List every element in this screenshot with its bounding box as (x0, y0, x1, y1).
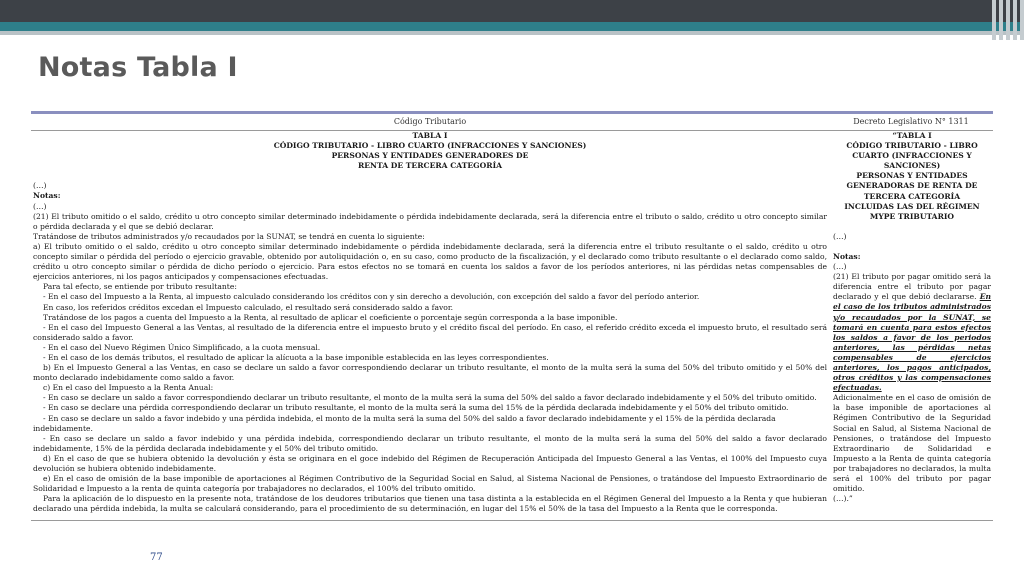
table-header-row (31, 114, 993, 131)
left-column (31, 131, 829, 514)
right-note-21 (833, 272, 991, 393)
left-paragraph: - En el caso de los demás tributos, el resultado de aplicar la alícuota a la base imponible establecida en las leyes correspondientes. (43, 352, 549, 362)
left-paragraph: (…) (33, 181, 47, 191)
right-note-emphasis: En el caso de los tributos administrados y/o recaudados por la SUNAT, se tomará en cuenta para estos efectos los saldos a favor de los periodos anteriores, las pérdidas netas compensables de ejercicios anteriores, los pagos anticipados, otros créditos y las compensaciones efectuadas. (833, 292, 991, 393)
left-heading-line: TABLA I (412, 131, 448, 140)
left-paragraph: Para tal efecto, se entiende por tributo resultante: (43, 282, 237, 292)
left-heading-line: CÓDIGO TRIBUTARIO - LIBRO CUARTO (INFRACCIONES Y SANCIONES) (273, 141, 587, 151)
right-heading-line: INCLUIDAS LAS DEL RÉGIMEN MYPE TRIBUTARIO (844, 201, 980, 221)
left-paragraph: d) En el caso de que se hubiera obtenido la devolución y ésta se originara en el goce indebido del Régimen de Recuperación Anticipada del Impuesto General a las Ventas, el 100% del Impuesto cuya devolución se hubiera obtenido indebidamente. (33, 453, 827, 473)
left-paragraph: - En el caso del Impuesto General a las Ventas, al resultado de la diferencia entre el impuesto bruto y el crédito fiscal del período. En caso, el referido crédito exceda el impuesto bruto, el resultado será considerado saldo a favor. (33, 322, 827, 342)
left-paragraph: e) En el caso de omisión de la base imponible de aportaciones al Régimen Contributivo de la Seguridad Social en Salud, al Sistema Nacional de Pensiones, o tratándose del Impuesto Extraordinario de Solidaridad e Impuesto a la renta de quinta categoría por trabajadores no declarados, el 100% del tributo omitido. (33, 474, 827, 494)
left-paragraph: - En caso se declare un saldo a favor indebido y una pérdida indebida, el monto de la multa será la suma del 50% del saldo a favor declarado indebidamente y el 15% de la pérdida declarada indebidamente. (33, 413, 776, 433)
header-codigo-tributario: Código Tributario (393, 117, 467, 126)
table-body-row (31, 131, 993, 514)
left-paragraph: Tratándose de los pagos a cuenta del Impuesto a la Renta, al resultado de aplicar el coeficiente o porcentaje según corresponda a la base imponible. (43, 312, 618, 322)
right-ellipsis: (…) (833, 231, 847, 241)
page-number: 77 (150, 552, 163, 563)
left-paragraph: - En el caso del Impuesto a la Renta, al impuesto calculado considerando los créditos con y sin derecho a devolución, con excepción del saldo a favor del período anterior. (43, 292, 700, 302)
left-paragraph: Tratándose de tributos administrados y/o recaudados por la SUNAT, se tendrá en cuenta lo siguiente: (33, 231, 425, 241)
decorative-bars (992, 0, 1024, 40)
left-paragraph: (…) (33, 201, 47, 211)
left-paragraph: c) En el caso del Impuesto a la Renta Anual: (43, 383, 214, 393)
right-heading-line: CÓDIGO TRIBUTARIO - LIBRO CUARTO (INFRACCIONES Y SANCIONES) (846, 141, 978, 171)
right-heading-line: “TABLA I (892, 131, 932, 140)
right-notes-label: Notas: (833, 251, 861, 261)
header-band-dark (0, 0, 1024, 22)
left-heading-line: PERSONAS Y ENTIDADES GENERADORES DE (331, 151, 529, 161)
right-column (829, 131, 991, 514)
left-paragraph: En caso, los referidos créditos excedan el Impuesto calculado, el resultado será considerado saldo a favor. (43, 302, 454, 312)
right-ellipsis: (…) (833, 262, 847, 272)
table-bottom-rule (31, 520, 993, 521)
slide-title: Notas Tabla I (38, 52, 238, 83)
left-paragraph: - En caso se declare un saldo a favor correspondiendo declarar un tributo resultante, el monto de la multa será la suma del 50% del saldo a favor declarado indebidamente y el 50% del tributo omitido. (43, 393, 817, 403)
right-note-rest: Adicionalmente en el caso de omisión de la base imponible de aportaciones al Régimen Contributivo de la Seguridad Social en Salud, al Sistema Nacional de Pensiones, o tratándose del Impuesto Extraordinario de Solidaridad e Impuesto a la Renta de quinta categoría por trabajadores no declarados, la multa será el 100% del tributo por pagar omitido. (833, 393, 991, 494)
left-paragraph: - En caso se declare un saldo a favor indebido y una pérdida indebida, correspondiendo declarar un tributo resultante, el monto de la multa será la suma del 50% del saldo a favor declarado indebidamente, 15% de la pérdida declarada indebidamente y el 50% del tributo omitido. (33, 433, 827, 453)
left-heading-line: RENTA DE TERCERA CATEGORÍA (357, 161, 503, 171)
right-heading-line: PERSONAS Y ENTIDADES GENERADORAS DE RENTA DE TERCERA CATEGORÍA (846, 171, 978, 201)
left-paragraph: (21) El tributo omitido o el saldo, crédito u otro concepto similar determinado indebidamente o pérdida indebidamente declarada, será la diferencia entre el tributo o saldo, crédito u otro concepto similar o pérdida declarada y el que se debió declarar. (33, 211, 827, 231)
header-decreto-legislativo: Decreto Legislativo N° 1311 (853, 117, 969, 126)
left-paragraph: b) En el Impuesto General a las Ventas, en caso se declare un saldo a favor correspondiendo declarar un tributo resultante, el monto de la multa será la suma del 50% del tributo omitido y el 50% del monto declarado indebidamente como saldo a favor. (33, 363, 827, 383)
left-notes-label: Notas: (33, 191, 61, 201)
header-band-grey (0, 31, 1024, 35)
left-paragraph: a) El tributo omitido o el saldo, crédito u otro concepto similar determinado indebidamente o pérdida indebidamente declarada, será la diferencia entre el tributo resultante o el saldo, crédito u otro concepto similar o pérdida del período o ejercicio gravable, obtenido por autoliquidación o, en su caso, como producto de la fiscalización, y el declarado como tributo resultante o el declarado como saldo, crédito u otro concepto similar o pérdida de dicho período o ejercicio. Para estos efectos no se tomará en cuenta los saldos a favor de los períodos anteriores, ni las pérdidas netas compensables de ejercicios anteriores, ni los pagos anticipados y compensaciones efectuadas. (33, 241, 827, 282)
right-closing: (…).” (833, 494, 853, 504)
left-paragraph: - En el caso del Nuevo Régimen Único Simplificado, a la cuota mensual. (43, 342, 321, 352)
left-paragraph: - En caso se declare una pérdida correspondiendo declarar un tributo resultante, el monto de la multa será la suma del 15% de la pérdida declarada indebidamente y el 50% del tributo omitido. (43, 403, 789, 413)
header-band-teal (0, 22, 1024, 31)
right-note-plain: (21) El tributo por pagar omitido será la diferencia entre el tributo por pagar declarado y el que debió declararse. (833, 272, 991, 302)
comparison-table (31, 111, 993, 521)
left-paragraph: Para la aplicación de lo dispuesto en la presente nota, tratándose de los deudores tributarios que tienen una tasa distinta a la establecida en el Régimen General del Impuesto a la Renta y que hubieran declarado una pérdida indebida, la multa se calculará considerando, para el procedimiento de su determinación, en lugar del 15% el 50% de la tasa del Impuesto a la Renta que le corresponda. (33, 494, 827, 514)
